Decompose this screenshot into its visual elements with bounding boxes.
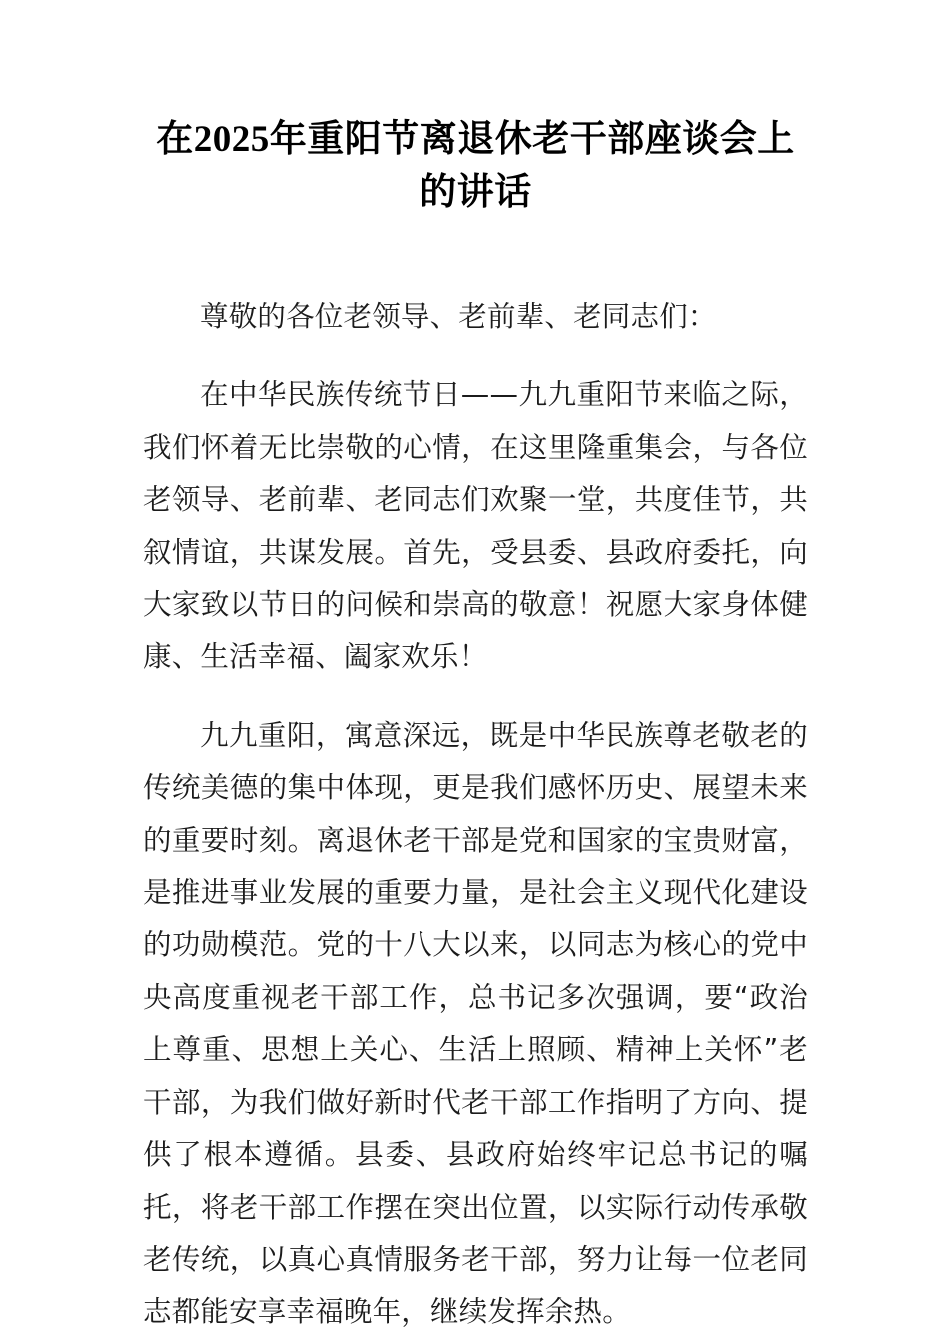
paragraph-salutation: 尊敬的各位老领导、老前辈、老同志们： xyxy=(200,300,717,333)
page-title: 在2025年重阳节离退休老干部座谈会上的讲话 xyxy=(156,119,795,213)
paragraph-1: 在中华民族传统节日——九九重阳节来临之际，我们怀着无比崇敬的心情，在这里隆重集会，与各位老领导、老前辈、老同志们欢聚一堂，共度佳节，共叙情谊，共谋发展。首先，受县委、县政府委托，向大家致以节日的问候和崇高的敬意！祝愿大家身体健康、生活幸福、阖家欢乐！ xyxy=(143,378,808,674)
document-body xyxy=(143,219,808,1339)
paragraph-2: 九九重阳，寓意深远，既是中华民族尊老敬老的传统美德的集中体现，更是我们感怀历史、展望未来的重要时刻。离退休老干部是党和国家的宝贵财富，是推进事业发展的重要力量，是社会主义现代化建设的功勋模范。党的十八大以来，以同志为核心的党中央高度重视老干部工作，总书记多次强调，要“政治上尊重、思想上关心、生活上照顾、精神上关怀”老干部，为我们做好新时代老干部工作指明了方向、提供了根本遵循。县委、县政府始终牢记总书记的嘱托，将老干部工作摆在突出位置，以实际行动传承敬老传统，以真心真情服务老干部，努力让每一位老同志都能安享幸福晚年，继续发挥余热。 xyxy=(143,718,808,1329)
document-content xyxy=(143,0,808,1339)
